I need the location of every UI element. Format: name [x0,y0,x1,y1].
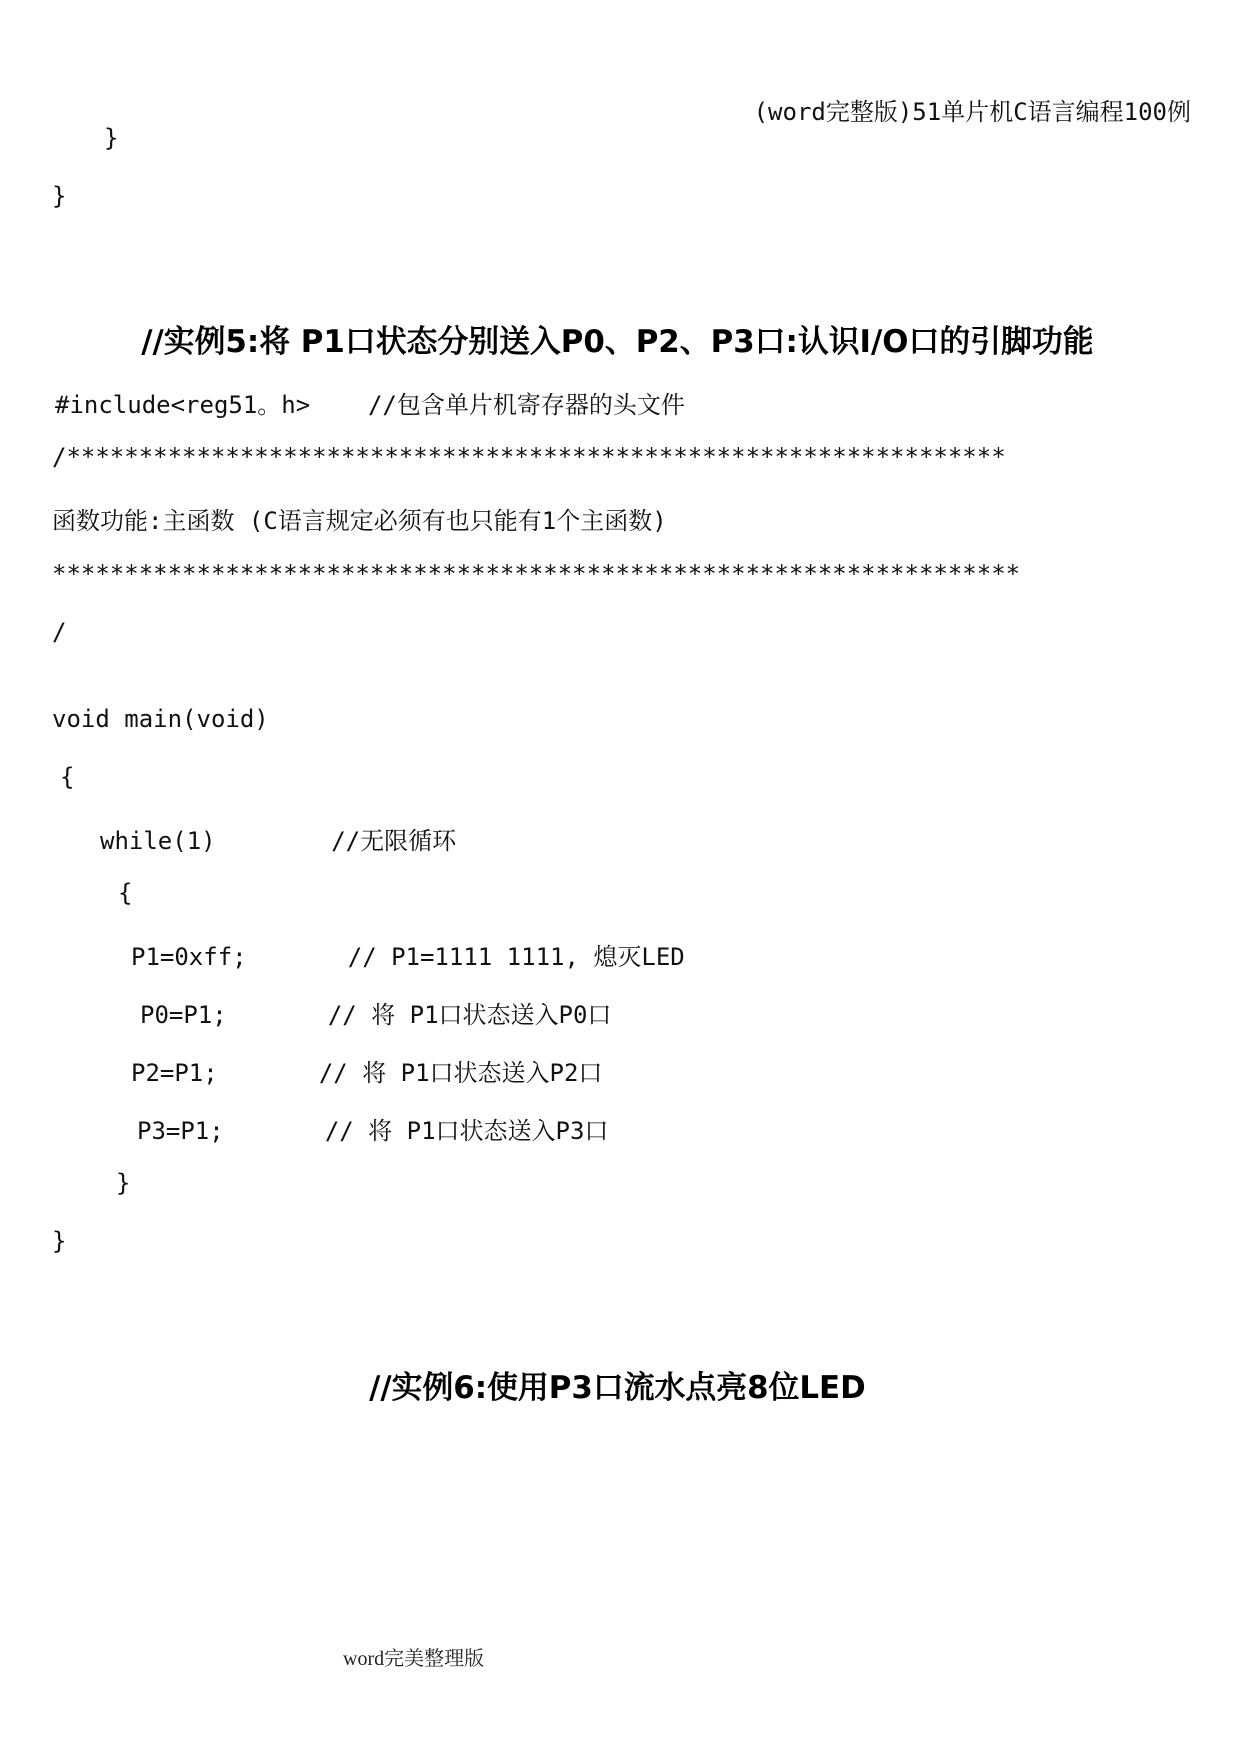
example6-heading: //实例6:使用P3口流水点亮8位LED [369,1370,866,1406]
comment-star-line: /***************************************************************** [52,443,1006,471]
code-line-main: void main(void) [52,705,269,733]
code-line-p1: P1=0xff; // P1=1111 1111, 熄灭LED [131,943,685,971]
comment-star-line: ******************************************************************* [52,560,1021,588]
closing-brace: } [104,124,119,152]
code-line-p3: P3=P1; // 将 P1口状态送入P3口 [137,1117,609,1145]
page-header: (word完整版)51单片机C语言编程100例 [753,98,1191,126]
comment-function-desc: 函数功能:主函数 (C语言规定必须有也只能有1个主函数) [52,507,667,535]
code-line-while: while(1) //无限循环 [100,827,457,855]
page-footer: word完美整理版 [343,1648,485,1670]
opening-brace: { [60,763,75,791]
code-line-p2: P2=P1; // 将 P1口状态送入P2口 [131,1059,603,1087]
code-line-p0: P0=P1; // 将 P1口状态送入P0口 [140,1001,612,1029]
closing-brace: } [116,1169,131,1197]
code-line-include: #include<reg51。h> //包含单片机寄存器的头文件 [55,391,685,419]
example5-heading: //实例5:将 P1口状态分别送入P0、P2、P3口:认识I/O口的引脚功能 [141,324,1094,360]
closing-brace: } [52,1227,67,1255]
closing-brace: } [52,182,67,210]
comment-end: / [52,618,67,646]
opening-brace: { [118,879,133,907]
